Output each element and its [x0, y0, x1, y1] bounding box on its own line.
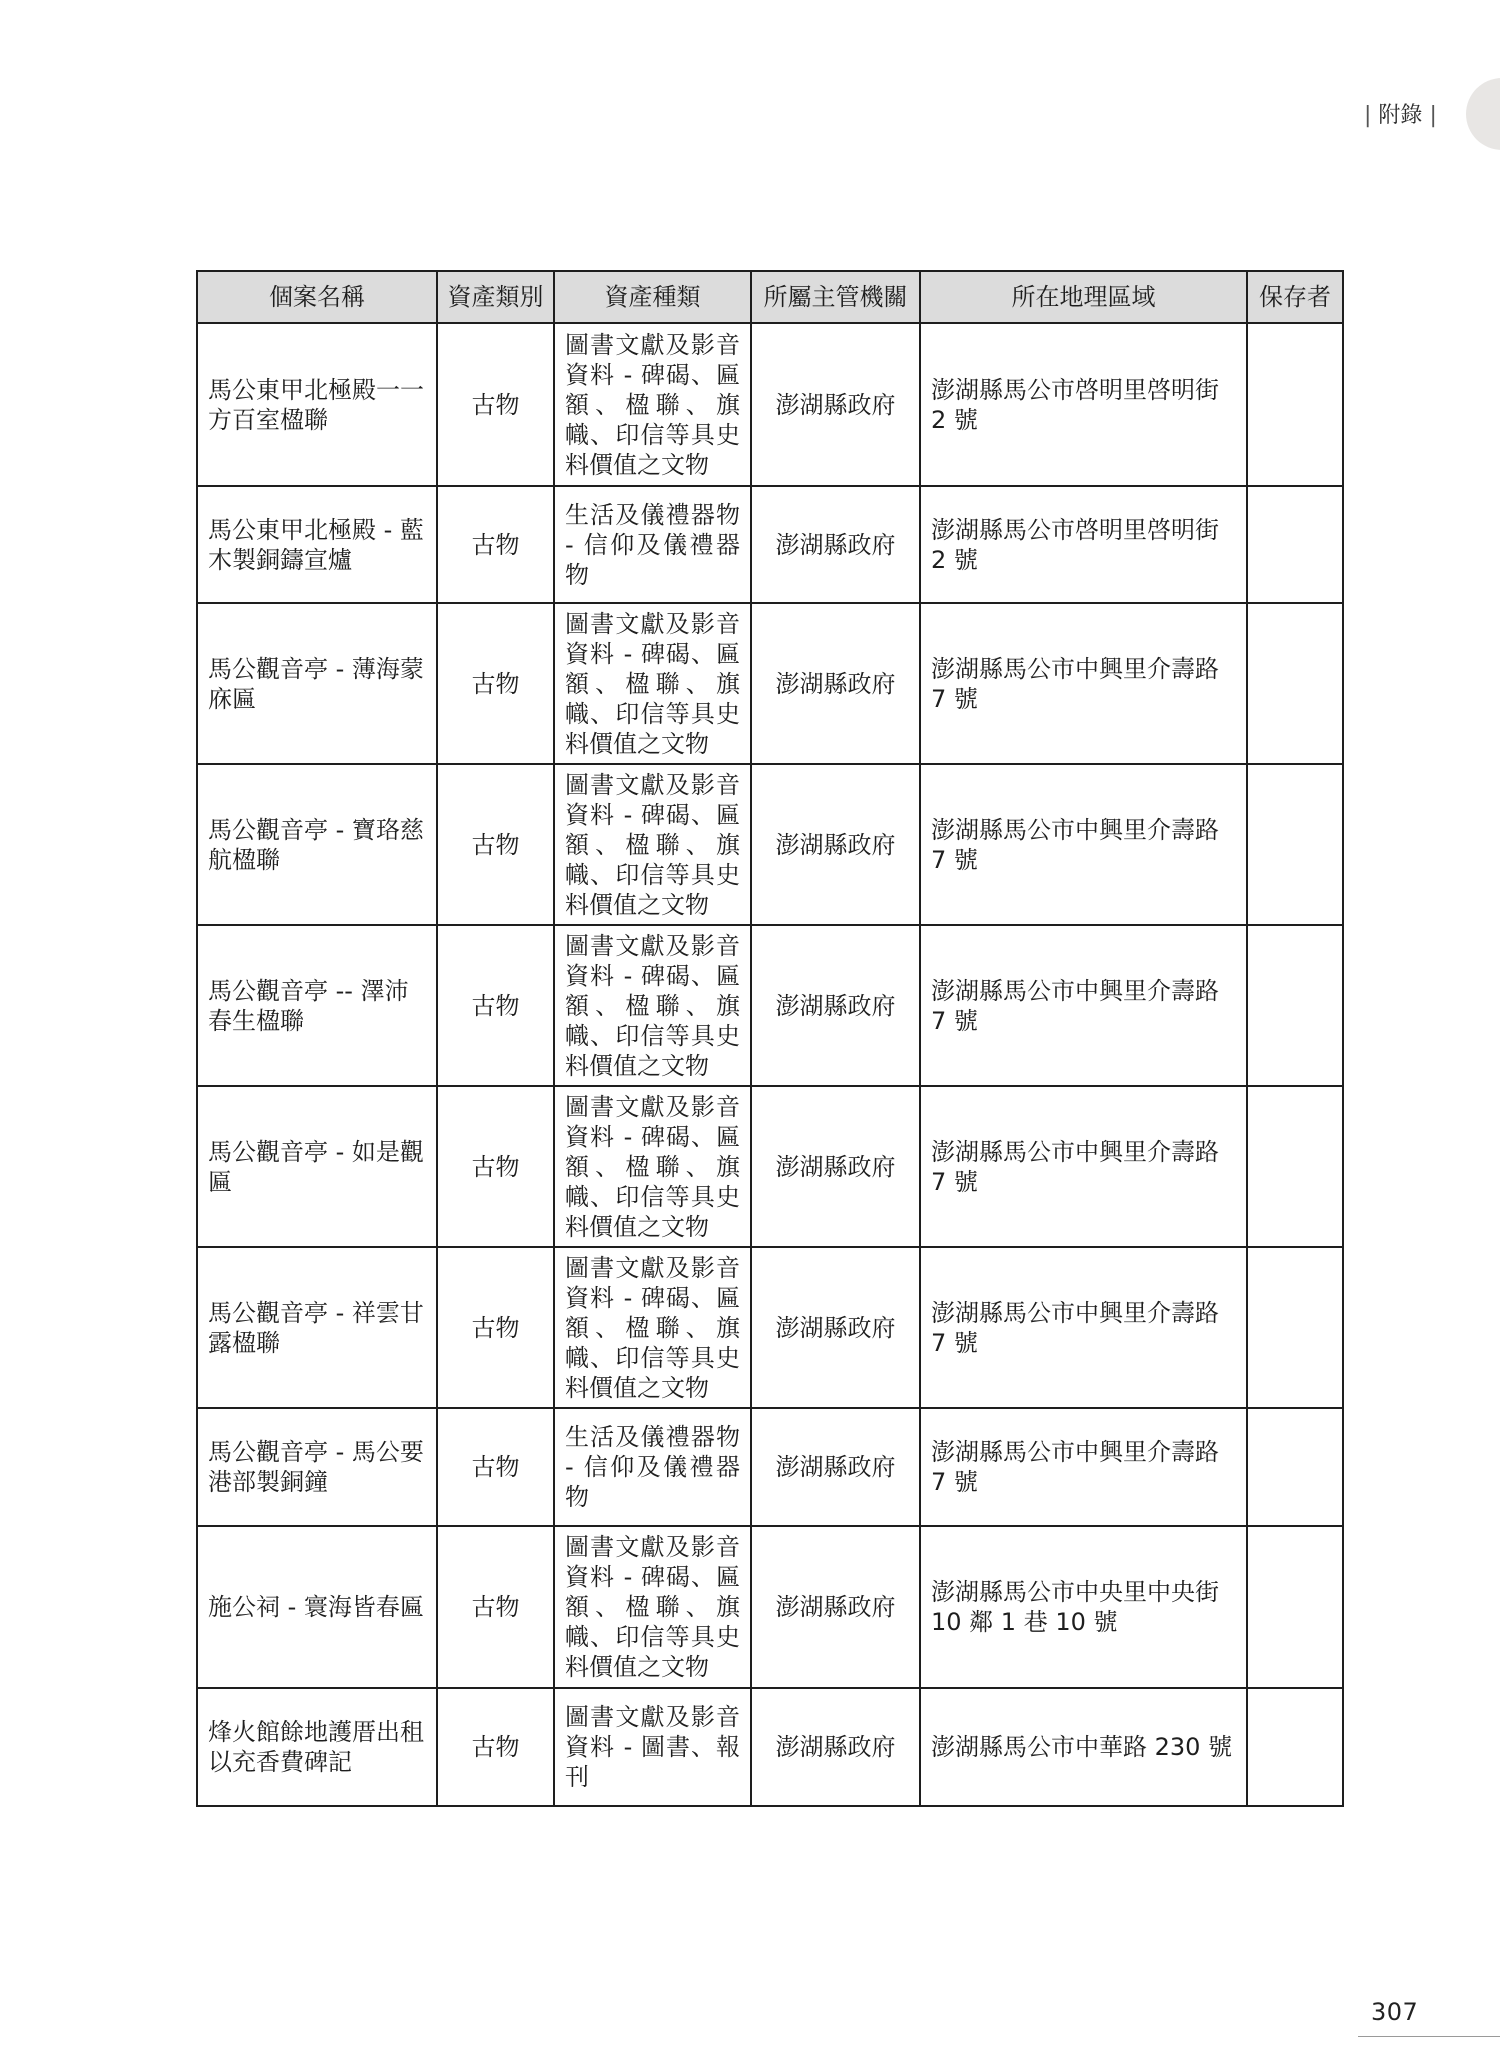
area-cell: 澎湖縣馬公市中華路 230 號: [920, 1688, 1247, 1806]
asset-type-cell: 圖書文獻及影音資料 - 碑碣、匾額、楹聯、旗幟、印信等具史料價值之文物: [554, 925, 751, 1086]
area-cell: 澎湖縣馬公市中興里介壽路 7 號: [920, 603, 1247, 764]
case-name-cell: 施公祠 - 寰海皆春匾: [197, 1526, 437, 1688]
table-row: [197, 1247, 1343, 1408]
table-row: [197, 1408, 1343, 1526]
agency-cell: 澎湖縣政府: [751, 925, 920, 1086]
case-name-cell: 馬公觀音亭 - 寶珞慈航楹聯: [197, 764, 437, 925]
case-name-cell: 馬公東甲北極殿一一方百室楹聯: [197, 323, 437, 486]
agency-cell: 澎湖縣政府: [751, 1408, 920, 1526]
asset-type-cell: 圖書文獻及影音資料 - 碑碣、匾額、楹聯、旗幟、印信等具史料價值之文物: [554, 1086, 751, 1247]
asset-category-cell: 古物: [437, 486, 554, 603]
page-number-rule: [1358, 2036, 1500, 2037]
keeper-cell: [1247, 764, 1343, 925]
agency-cell: 澎湖縣政府: [751, 486, 920, 603]
keeper-cell: [1247, 1526, 1343, 1688]
table-row: [197, 1688, 1343, 1806]
agency-cell: 澎湖縣政府: [751, 603, 920, 764]
asset-category-cell: 古物: [437, 1688, 554, 1806]
column-header-category: 資產類別: [437, 271, 554, 323]
asset-type-cell: 生活及儀禮器物 - 信仰及儀禮器物: [554, 1408, 751, 1526]
running-header: [1364, 98, 1437, 129]
header-divider-left: |: [1364, 103, 1372, 128]
case-name-cell: 馬公觀音亭 - 如是觀匾: [197, 1086, 437, 1247]
asset-type-cell: 生活及儀禮器物 - 信仰及儀禮器物: [554, 486, 751, 603]
table-row: [197, 486, 1343, 603]
keeper-cell: [1247, 486, 1343, 603]
asset-category-cell: 古物: [437, 764, 554, 925]
area-cell: 澎湖縣馬公市中央里中央街 10 鄰 1 巷 10 號: [920, 1526, 1247, 1688]
agency-cell: 澎湖縣政府: [751, 764, 920, 925]
case-name-cell: 馬公觀音亭 - 馬公要港部製銅鐘: [197, 1408, 437, 1526]
column-header-name: 個案名稱: [197, 271, 437, 323]
case-name-cell: 馬公觀音亭 -- 澤沛春生楹聯: [197, 925, 437, 1086]
table-row: [197, 603, 1343, 764]
case-name-cell: 馬公觀音亭 - 祥雲甘露楹聯: [197, 1247, 437, 1408]
agency-cell: 澎湖縣政府: [751, 1688, 920, 1806]
area-cell: 澎湖縣馬公市中興里介壽路 7 號: [920, 1408, 1247, 1526]
asset-type-cell: 圖書文獻及影音資料 - 碑碣、匾額、楹聯、旗幟、印信等具史料價值之文物: [554, 1526, 751, 1688]
table-row: [197, 764, 1343, 925]
header-divider-right: |: [1429, 103, 1437, 128]
asset-category-cell: 古物: [437, 1247, 554, 1408]
asset-category-cell: 古物: [437, 1408, 554, 1526]
asset-category-cell: 古物: [437, 1526, 554, 1688]
keeper-cell: [1247, 323, 1343, 486]
asset-type-cell: 圖書文獻及影音資料 - 圖書、報刊: [554, 1688, 751, 1806]
area-cell: 澎湖縣馬公市啓明里啓明街 2 號: [920, 323, 1247, 486]
area-cell: 澎湖縣馬公市中興里介壽路 7 號: [920, 764, 1247, 925]
case-name-cell: 烽火館餘地護厝出租以充香費碑記: [197, 1688, 437, 1806]
section-tab-marker: [1466, 78, 1500, 150]
table-header-row: [197, 271, 1343, 323]
asset-category-cell: 古物: [437, 603, 554, 764]
page-number: 307: [1371, 1998, 1419, 2026]
asset-type-cell: 圖書文獻及影音資料 - 碑碣、匾額、楹聯、旗幟、印信等具史料價值之文物: [554, 764, 751, 925]
column-header-agency: 所屬主管機關: [751, 271, 920, 323]
heritage-register-table: [196, 270, 1344, 1807]
case-name-cell: 馬公東甲北極殿 - 藍木製銅鑄宣爐: [197, 486, 437, 603]
agency-cell: 澎湖縣政府: [751, 323, 920, 486]
column-header-type: 資產種類: [554, 271, 751, 323]
keeper-cell: [1247, 603, 1343, 764]
asset-category-cell: 古物: [437, 925, 554, 1086]
keeper-cell: [1247, 1688, 1343, 1806]
table-row: [197, 1526, 1343, 1688]
agency-cell: 澎湖縣政府: [751, 1247, 920, 1408]
column-header-area: 所在地理區域: [920, 271, 1247, 323]
asset-type-cell: 圖書文獻及影音資料 - 碑碣、匾額、楹聯、旗幟、印信等具史料價值之文物: [554, 1247, 751, 1408]
area-cell: 澎湖縣馬公市啓明里啓明街 2 號: [920, 486, 1247, 603]
area-cell: 澎湖縣馬公市中興里介壽路 7 號: [920, 1086, 1247, 1247]
section-title: 附錄: [1378, 103, 1423, 128]
table-row: [197, 323, 1343, 486]
column-header-keeper: 保存者: [1247, 271, 1343, 323]
keeper-cell: [1247, 1408, 1343, 1526]
asset-type-cell: 圖書文獻及影音資料 - 碑碣、匾額、楹聯、旗幟、印信等具史料價值之文物: [554, 603, 751, 764]
asset-category-cell: 古物: [437, 323, 554, 486]
keeper-cell: [1247, 1247, 1343, 1408]
table-row: [197, 925, 1343, 1086]
keeper-cell: [1247, 1086, 1343, 1247]
area-cell: 澎湖縣馬公市中興里介壽路 7 號: [920, 1247, 1247, 1408]
asset-category-cell: 古物: [437, 1086, 554, 1247]
area-cell: 澎湖縣馬公市中興里介壽路 7 號: [920, 925, 1247, 1086]
agency-cell: 澎湖縣政府: [751, 1526, 920, 1688]
keeper-cell: [1247, 925, 1343, 1086]
asset-type-cell: 圖書文獻及影音資料 - 碑碣、匾額、楹聯、旗幟、印信等具史料價值之文物: [554, 323, 751, 486]
case-name-cell: 馬公觀音亭 - 薄海蒙庥匾: [197, 603, 437, 764]
table-row: [197, 1086, 1343, 1247]
agency-cell: 澎湖縣政府: [751, 1086, 920, 1247]
